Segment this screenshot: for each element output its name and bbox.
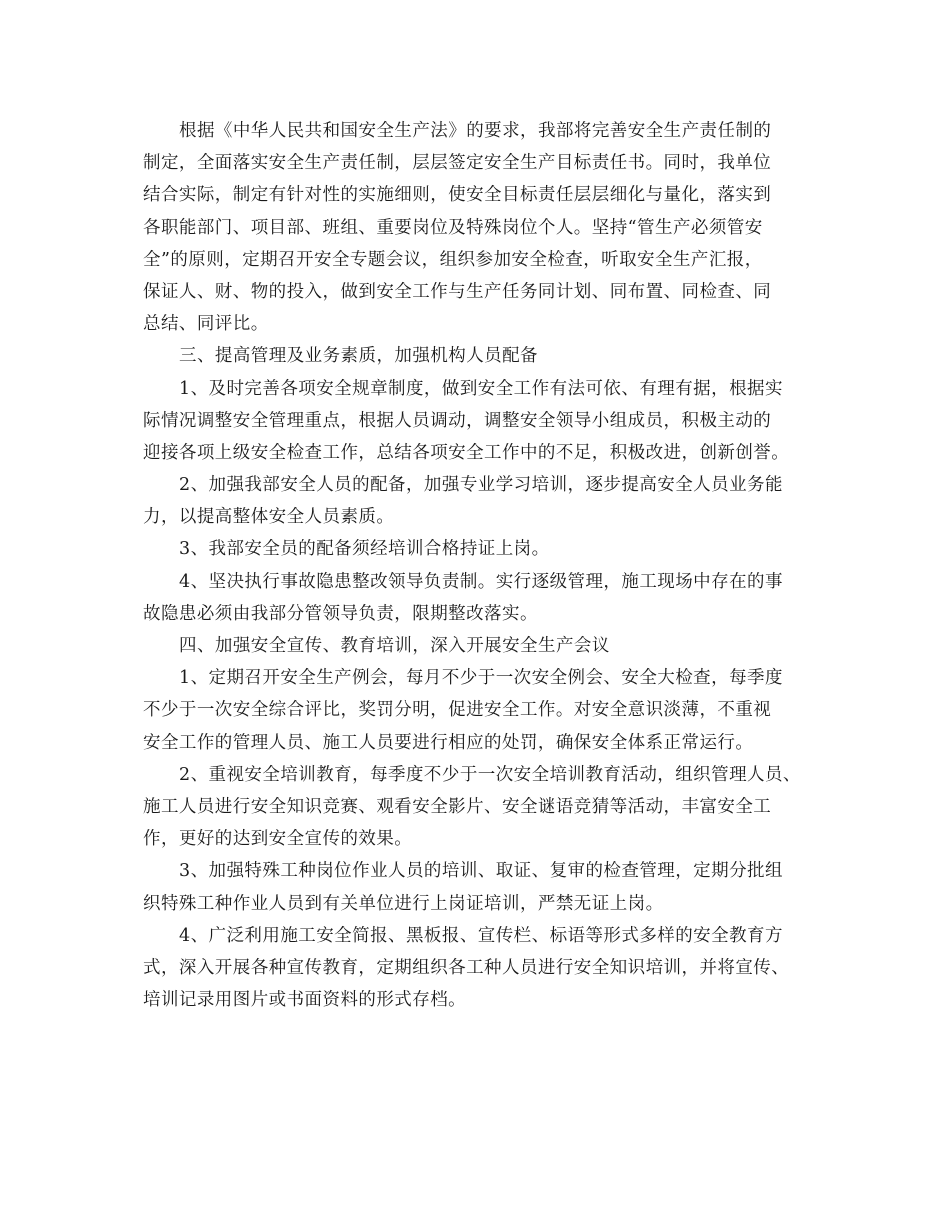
text-line: 力，以提高整体安全人员素质。 — [143, 507, 395, 528]
text-line: 保证人、财、物的投入，做到安全工作与生产任务同计划、同布置、同检查、同 — [143, 281, 772, 302]
text-line: 安全工作的管理人员、施工人员要进行相应的处罚，确保安全体系正常运行。 — [143, 732, 754, 753]
text-line: 结合实际，制定有针对性的实施细则，使安全目标责任层层细化与量化，落实到 — [143, 185, 772, 206]
text-line: 1、定期召开安全生产例会，每月不少于一次安全例会、安全大检查，每季度 — [179, 668, 783, 689]
section-heading-3: 三、提高管理及业务素质，加强机构人员配备 — [179, 346, 538, 367]
text-line: 作，更好的达到安全宣传的效果。 — [143, 829, 413, 850]
text-line: 式，深入开展各种宣传教育，定期组织各工种人员进行安全知识培训，并将宣传、 — [143, 957, 790, 978]
text-line: 际情况调整安全管理重点，根据人员调动，调整安全领导小组成员，积极主动的 — [143, 410, 772, 431]
text-line: 迎接各项上级安全检查工作，总结各项安全工作中的不足，积极改进，创新创誉。 — [143, 442, 790, 463]
text-line: 制定，全面落实安全生产责任制，层层签定安全生产目标责任书。同时，我单位 — [143, 153, 772, 174]
text-line: 4、广泛利用施工安全简报、黑板报、宣传栏、标语等形式多样的安全教育方 — [179, 925, 783, 946]
text-line: 全”的原则，定期召开安全专题会议，组织参加安全检查，听取安全生产汇报， — [143, 249, 763, 270]
text-line: 4、坚决执行事故隐患整改领导负责制。实行逐级管理，施工现场中存在的事 — [179, 571, 783, 592]
text-line: 培训记录用图片或书面资料的形式存档。 — [143, 990, 467, 1011]
text-line: 不少于一次安全综合评比，奖罚分明，促进安全工作。对安全意识淡薄，不重视 — [143, 700, 772, 721]
text-line: 2、加强我部安全人员的配备，加强专业学习培训，逐步提高安全人员业务能 — [179, 475, 783, 496]
text-line: 1、及时完善各项安全规章制度，做到安全工作有法可依、有理有据，根据实 — [179, 378, 783, 399]
text-line: 施工人员进行安全知识竞赛、观看安全影片、安全谜语竞猜等活动，丰富安全工 — [143, 796, 772, 817]
text-line: 根据《中华人民共和国安全生产法》的要求，我部将完善安全生产责任制的 — [179, 121, 772, 141]
text-line: 各职能部门、项目部、班组、重要岗位及特殊岗位个人。坚持“管生产必须管安 — [143, 217, 763, 238]
text-line: 总结、同评比。 — [143, 314, 269, 335]
text-line: 3、我部安全员的配备须经培训合格持证上岗。 — [179, 539, 550, 560]
text-line: 2、重视安全培训教育，每季度不少于一次安全培训教育活动，组织管理人员、 — [179, 764, 801, 785]
text-line: 织特殊工种作业人员到有关单位进行上岗证培训，严禁无证上岗。 — [143, 893, 664, 914]
document-body — [143, 115, 813, 1016]
section-heading-4: 四、加强安全宣传、教育培训，深入开展安全生产会议 — [179, 636, 610, 656]
text-line: 故隐患必须由我部分管领导负责，限期整改落实。 — [143, 603, 538, 624]
text-line: 3、加强特殊工种岗位作业人员的培训、取证、复审的检查管理，定期分批组 — [179, 861, 783, 882]
